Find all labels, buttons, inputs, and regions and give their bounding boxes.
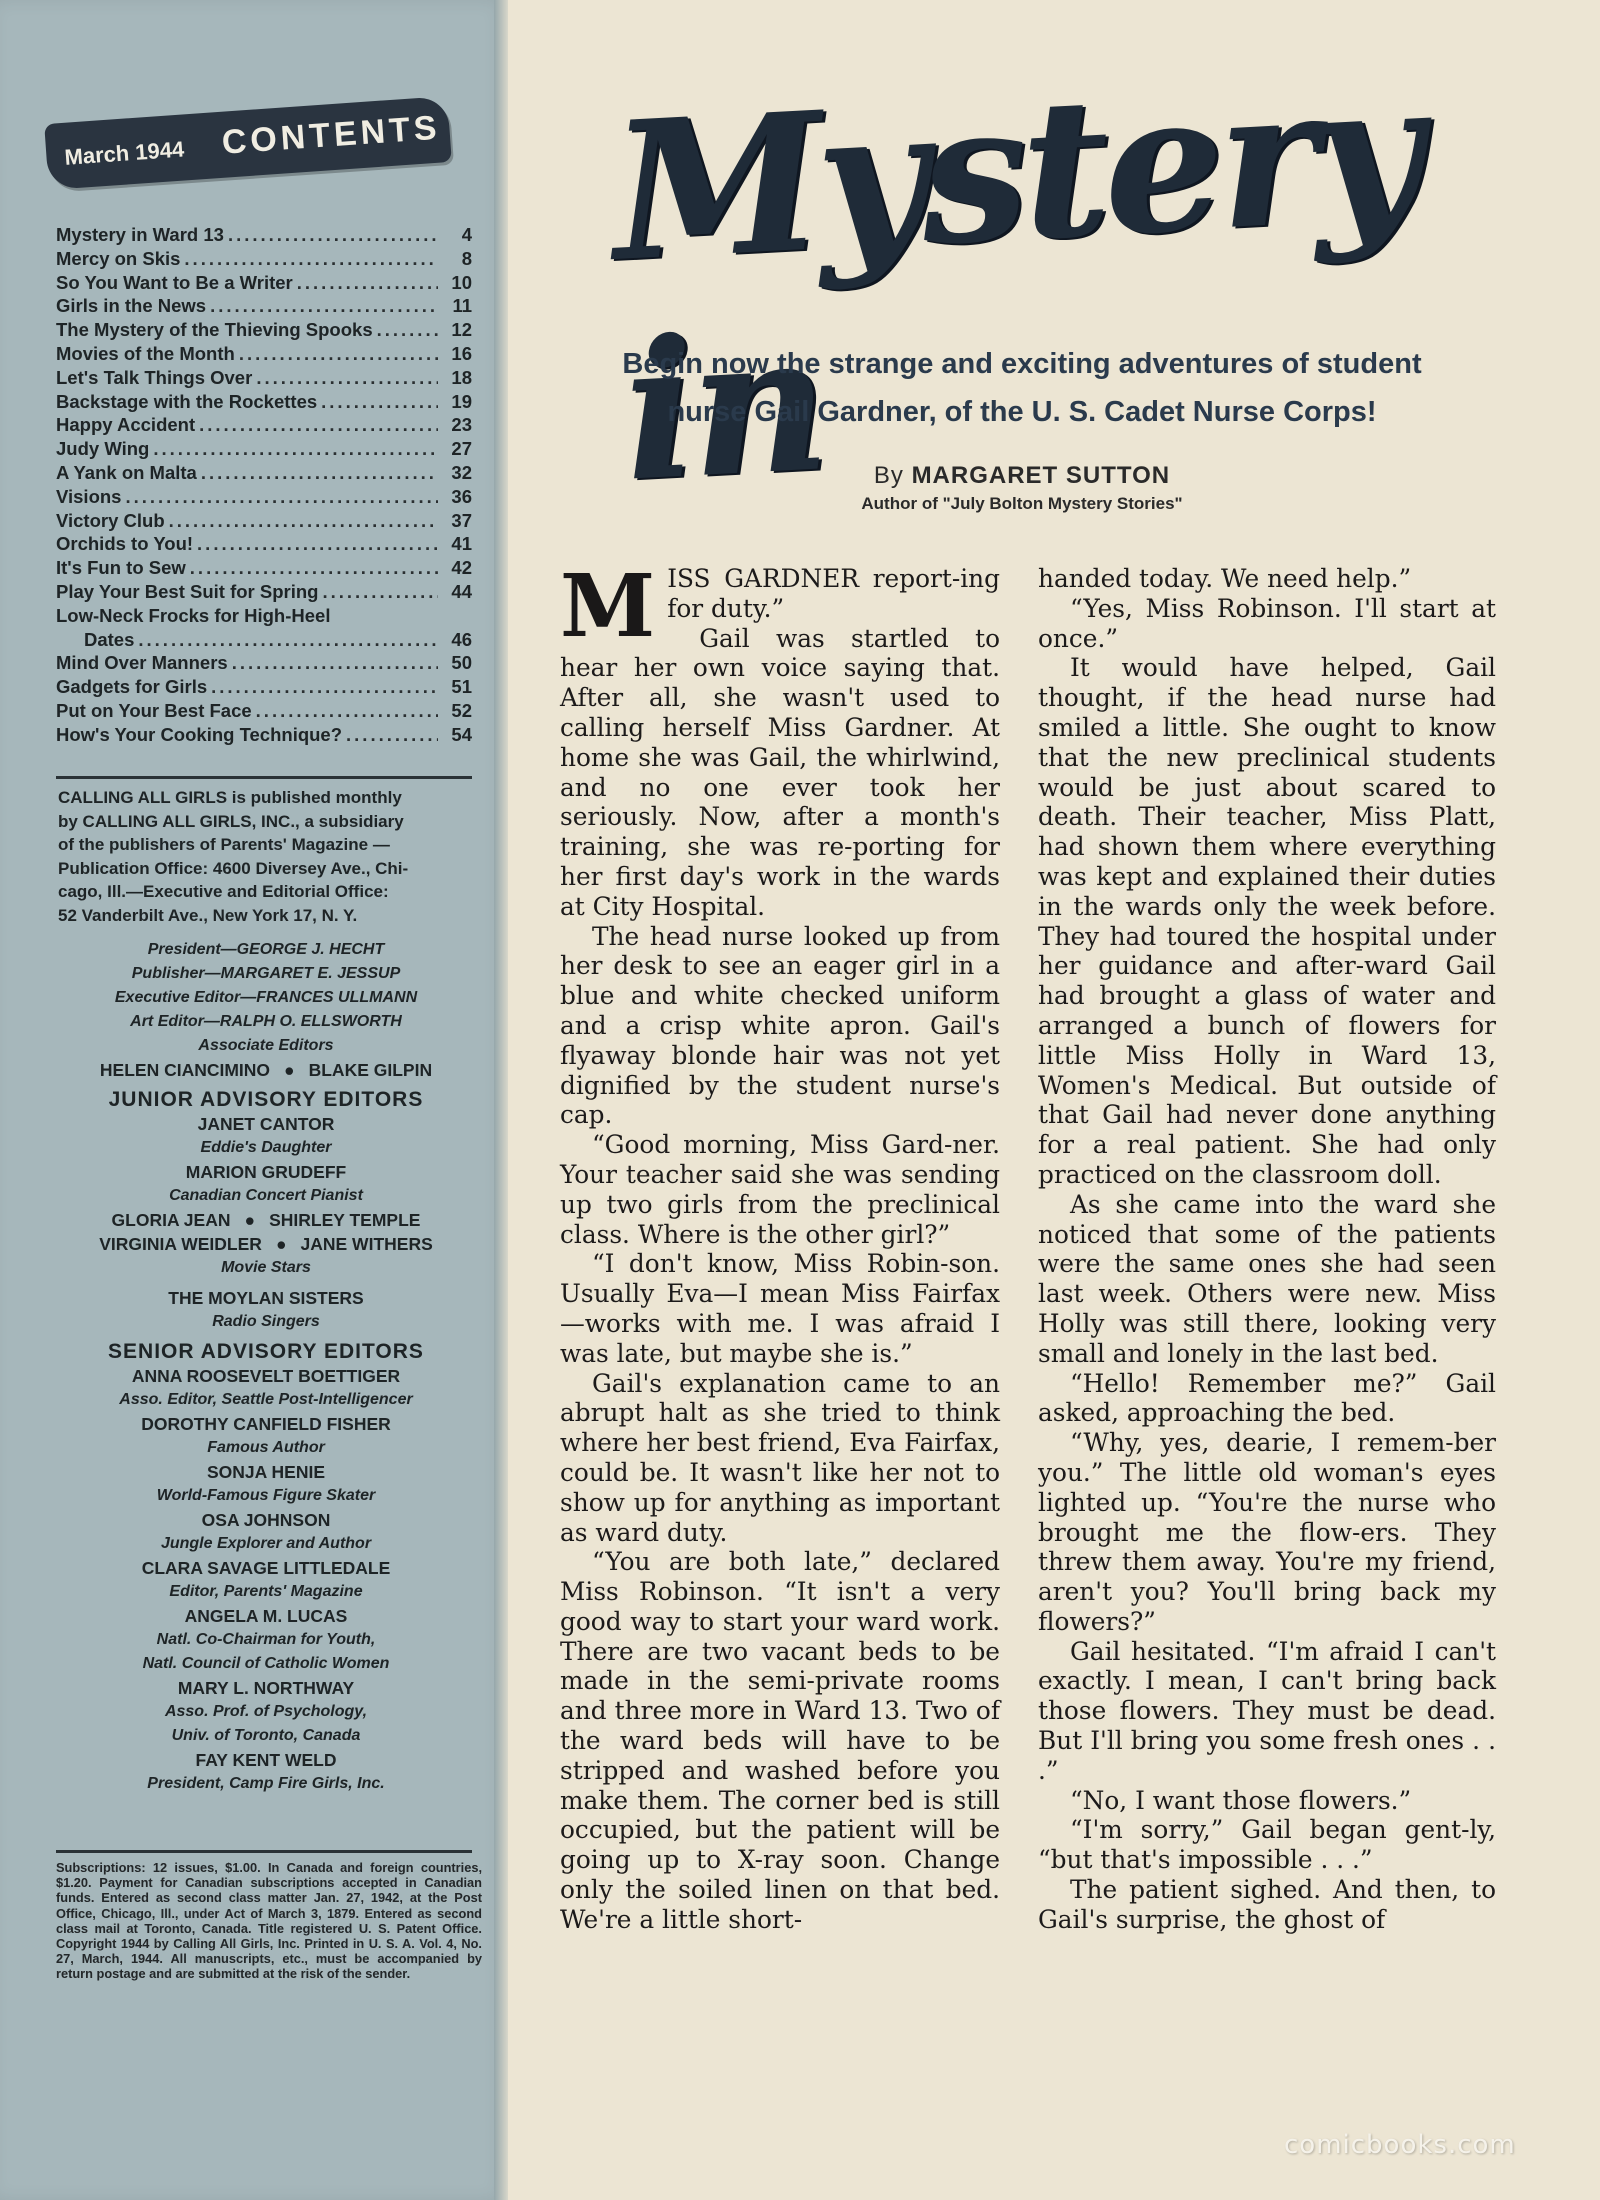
toc-leader xyxy=(322,581,438,603)
toc-title: Mercy on Skis xyxy=(56,247,181,269)
editor-role: World-Famous Figure Skater xyxy=(156,1487,376,1504)
toc-entry xyxy=(56,486,472,510)
junior-editors-list xyxy=(56,1112,476,1208)
toc-entry xyxy=(56,724,472,748)
by-prefix: By xyxy=(873,462,912,489)
toc-page: 16 xyxy=(451,342,472,364)
subscription-fine-print: Subscriptions: 12 issues, $1.00. In Canada and foreign countries, $1.20. Payment for Canadian subscriptions accepted in Canadian funds. Entered as second class matter Jan. 27, 1942, at the Post Office, Chicago, Ill., under Act of March 3, 1879. Entered as second class mail at Toronto, Canada. Title registered U. S. Patent Office. Copyright 1944 by Calling All Girls, Inc. Printed in U. S. A. Vol. 4, No. 27, March, 1944. All manuscripts, etc., must be accompanied by return postage and are submitted at the risk of the sender. xyxy=(56,1860,482,1982)
bullet: ● xyxy=(275,1234,287,1254)
toc-title: Orchids to You! xyxy=(56,533,194,555)
toc-entry xyxy=(56,581,472,605)
toc-title: Gadgets for Girls xyxy=(56,676,208,698)
toc-title: Backstage with the Rockettes xyxy=(56,390,318,412)
story-paragraph: “I'm sorry,” Gail began gent-ly, “but that's impossible . . .” xyxy=(1038,1815,1496,1875)
contents-heading: CONTENTS xyxy=(220,108,442,162)
divider xyxy=(56,776,472,779)
toc-page: 10 xyxy=(451,271,472,293)
toc-title: Mystery in Ward 13 xyxy=(56,224,224,245)
toc-title: Judy Wing xyxy=(56,438,150,460)
author-note: Author of "July Bolton Mystery Stories" xyxy=(861,494,1183,513)
editor-role: Famous Author xyxy=(207,1439,325,1456)
watermark: comicbooks.com xyxy=(1284,2130,1516,2160)
toc-leader xyxy=(153,438,438,460)
masthead-line: Publication Office: 4600 Diversey Ave., Chi- xyxy=(58,858,409,878)
toc-page: 23 xyxy=(451,414,472,436)
story-paragraph xyxy=(560,1369,1000,1548)
editor-name: SHIRLEY TEMPLE xyxy=(269,1210,421,1230)
editor-name: JANE WITHERS xyxy=(300,1234,433,1254)
movie-stars-row-1 xyxy=(56,1208,476,1232)
editor-name: DOROTHY CANFIELD FISHER xyxy=(141,1414,391,1434)
toc-entry xyxy=(56,272,472,296)
editor-role: President, Camp Fire Girls, Inc. xyxy=(147,1775,385,1792)
senior-editors-list xyxy=(56,1364,476,1796)
editor-name: OSA JOHNSON xyxy=(201,1510,331,1530)
toc-page: 32 xyxy=(451,461,472,483)
editor-name: CLARA SAVAGE LITTLEDALE xyxy=(141,1558,391,1578)
story-paragraph xyxy=(560,1130,1000,1249)
story-paragraph xyxy=(560,1249,1000,1368)
story-paragraph: “Why, yes, dearie, I remem-ber you.” The little old woman's eyes lighted up. “You're the nurse who brought me the flow-ers. They threw them away. You're my friend, aren't you? You'll bring back my flowers?” xyxy=(1038,1428,1496,1636)
toc-title: Movies of the Month xyxy=(56,342,235,364)
junior-editors-heading: JUNIOR ADVISORY EDITORS xyxy=(108,1088,424,1111)
toc-entry xyxy=(56,414,472,438)
byline xyxy=(572,462,1472,514)
toc-page: 51 xyxy=(451,676,472,698)
toc-entry xyxy=(56,248,472,272)
story-intro xyxy=(572,340,1472,436)
toc-leader xyxy=(199,414,438,436)
toc-title: Visions xyxy=(56,485,122,507)
author-name: MARGARET SUTTON xyxy=(911,462,1171,489)
toc-title: Happy Accident xyxy=(56,414,196,436)
toc-leader xyxy=(190,557,438,579)
contents-banner xyxy=(44,96,452,190)
toc-title: Dates xyxy=(84,628,135,650)
bullet: ● xyxy=(284,1060,295,1080)
toc-leader xyxy=(297,272,438,294)
toc-entry xyxy=(56,533,472,557)
toc-page: 46 xyxy=(451,628,472,650)
editor-role: Asso. Prof. of Psychology, xyxy=(164,1703,368,1720)
toc-entry xyxy=(56,700,472,724)
editor-name: JANET CANTOR xyxy=(197,1114,335,1134)
toc-leader xyxy=(232,652,438,674)
toc-entry xyxy=(56,652,472,676)
toc-title: It's Fun to Sew xyxy=(56,557,186,579)
toc-title: Girls in the News xyxy=(56,295,207,317)
story-column-2 xyxy=(1038,564,1496,1935)
bullet: ● xyxy=(244,1210,256,1230)
toc-entry xyxy=(56,438,472,462)
toc-entry xyxy=(56,319,472,343)
editor-role: Natl. Council of Catholic Women xyxy=(142,1655,390,1672)
story-paragraph: It would have helped, Gail thought, if the head nurse had smiled a little. She ought to know that the new preclinical students would be just about scared to death. Their teacher, Miss Platt, had shown them where everything was kept and explained their duties in the wards only the week before. They had toured the hospital under her guidance and after-ward Gail had brought a glass of water and arranged a bunch of flowers for little Miss Holly in Ward 13, Women's Medical. But outside of that Gail had never done anything for a real patient. She had only practiced on the classroom doll. xyxy=(1038,653,1496,1189)
toc-page: 19 xyxy=(451,390,472,412)
toc-leader xyxy=(377,319,438,341)
toc-entry xyxy=(56,462,472,486)
story-paragraph xyxy=(560,1547,1000,1934)
editor-role: Jungle Explorer and Author xyxy=(160,1535,372,1552)
story-column-1 xyxy=(560,556,1000,1935)
president-line: President—GEORGE J. HECHT xyxy=(147,941,385,958)
masthead-line: cago, Ill.—Executive and Editorial Office: xyxy=(58,882,389,902)
intro-line: Begin now the strange and exciting adventures of student xyxy=(622,348,1422,380)
senior-editors-heading: SENIOR ADVISORY EDITORS xyxy=(108,1340,424,1363)
toc-page: 27 xyxy=(451,438,472,460)
movie-stars-row-2 xyxy=(56,1232,476,1256)
paragraph-text: “I don't know, Miss Robin-son. Usually Eva—I mean Miss Fairfax—works with me. I was afraid I was late, but maybe she is.” xyxy=(560,1249,1000,1368)
toc-entry xyxy=(56,391,472,415)
editor-name: VIRGINIA WEIDLER xyxy=(99,1234,262,1254)
editor-name: MARY L. NORTHWAY xyxy=(177,1678,355,1698)
issue-date: March 1944 xyxy=(63,136,185,170)
story-paragraph xyxy=(560,922,1000,1131)
toc-page: 44 xyxy=(451,580,472,602)
toc-title: A Yank on Malta xyxy=(56,461,197,483)
masthead-line: of the publishers of Parents' Magazine — xyxy=(58,835,390,855)
toc-entry xyxy=(56,557,472,581)
assoc-editors-label: Associate Editors xyxy=(198,1037,334,1054)
publisher-masthead xyxy=(58,786,478,928)
contents-sidebar xyxy=(0,0,508,2200)
paragraph-text: The head nurse looked up from her desk to see an eager girl in a blue and white checked uniform and a crisp white apron. Gail's flyaway blonde hair was not yet dignified by the student nurse's cap. xyxy=(560,921,1000,1130)
toc-title: Play Your Best Suit for Spring xyxy=(56,580,319,602)
table-of-contents xyxy=(56,224,472,748)
editor-name: FAY KENT WELD xyxy=(195,1750,337,1770)
toc-leader xyxy=(125,486,438,508)
toc-leader xyxy=(138,629,438,651)
sidebar-edge xyxy=(494,0,508,2200)
story-paragraph: handed today. We need help.” xyxy=(1038,564,1412,593)
story-paragraph: “No, I want those flowers.” xyxy=(1070,1785,1412,1815)
story-title: Mystery in xyxy=(606,39,1423,524)
paragraph-text: Gail's explanation came to an abrupt halt as she tried to think where her best friend, Eva Fairfax, could be. It wasn't like her not to show up for anything as important as ward duty. xyxy=(560,1368,1000,1547)
toc-entry xyxy=(56,343,472,367)
toc-entry xyxy=(56,367,472,391)
story-paragraph: “Yes, Miss Robinson. I'll start at once.” xyxy=(1038,593,1496,653)
story-paragraph: “Hello! Remember me?” Gail asked, approaching the bed. xyxy=(1038,1368,1496,1428)
toc-page: 12 xyxy=(451,319,472,341)
assoc-editor-name: BLAKE GILPIN xyxy=(308,1060,433,1080)
toc-entry xyxy=(56,295,472,319)
toc-page: 50 xyxy=(451,652,472,674)
toc-page: 54 xyxy=(451,723,472,745)
toc-leader xyxy=(184,248,438,270)
editor-role: Radio Singers xyxy=(212,1313,320,1330)
toc-leader xyxy=(346,724,438,746)
divider xyxy=(56,1850,472,1853)
story-paragraph: The patient sighed. And then, to Gail's surprise, the ghost of xyxy=(1038,1875,1496,1934)
toc-entry xyxy=(56,510,472,534)
editor-name: GLORIA JEAN xyxy=(111,1210,231,1230)
masthead-line: by CALLING ALL GIRLS, INC., a subsidiary xyxy=(58,811,404,831)
story-paragraph: As she came into the ward she noticed that some of the patients were the same ones she had seen last week. Others were new. Miss Holly was still there, looking very small and lonely in the last bed. xyxy=(1038,1189,1496,1368)
toc-page: 36 xyxy=(451,485,472,507)
toc-entry xyxy=(56,676,472,700)
toc-leader xyxy=(239,343,438,365)
publisher-line: Publisher—MARGARET E. JESSUP xyxy=(131,965,401,982)
drop-cap: M xyxy=(560,556,656,657)
paragraph-text: Gail was startled to hear her own voice saying that. After all, she wasn't used to calling herself Miss Gardner. At home she was Gail, the whirlwind, and no one ever took her seriously. Now, after a month's training, she was re-porting for her first day's work in the wards at City Hospital. xyxy=(560,623,1000,921)
toc-leader xyxy=(210,295,438,317)
editor-role: Editor, Parents' Magazine xyxy=(169,1583,363,1600)
editor-role: Movie Stars xyxy=(221,1259,311,1276)
editor-name: THE MOYLAN SISTERS xyxy=(168,1288,364,1308)
paragraph-text: “You are both late,” declared Miss Robinson. “It isn't a very good way to start your ward work. There are two vacant beds to be made in the semi-private rooms and three more in Ward 13. Two of the ward beds will have to be stripped and washed before you make them. The corner bed is still occupied, but the patient will be going up to X-ray soon. Change only the soiled linen on that bed. We're a little short- xyxy=(560,1547,1000,1934)
editor-role: Natl. Co-Chairman for Youth, xyxy=(156,1631,376,1648)
toc-title: Victory Club xyxy=(56,509,165,531)
editor-role: Eddie's Daughter xyxy=(200,1139,332,1156)
paragraph-text: “Good morning, Miss Gard-ner. Your teacher said she was sending up two girls from the preclinical class. Where is the other girl?” xyxy=(560,1130,1000,1249)
toc-title: How's Your Cooking Technique? xyxy=(56,723,343,745)
editor-role: Asso. Editor, Seattle Post-Intelligencer xyxy=(119,1391,413,1408)
author-line xyxy=(572,462,1472,490)
story-paragraph: Gail hesitated. “I'm afraid I can't exactly. I mean, I can't bring back those flowers. They must be dead. But I'll bring you some fresh ones . . .” xyxy=(1038,1636,1496,1785)
toc-leader xyxy=(211,676,438,698)
intro-line: nurse Gail Gardner, of the U. S. Cadet Nurse Corps! xyxy=(667,396,1377,428)
toc-entry xyxy=(56,224,472,248)
assoc-editors xyxy=(56,1058,476,1082)
editor-name: MARION GRUDEFF xyxy=(185,1162,347,1182)
toc-leader xyxy=(256,700,438,722)
art-editor-line: Art Editor—RALPH O. ELLSWORTH xyxy=(130,1013,402,1030)
editor-name: ANNA ROOSEVELT BOETTIGER xyxy=(131,1366,401,1386)
toc-page: 18 xyxy=(451,366,472,388)
toc-leader xyxy=(321,391,438,413)
toc-entry xyxy=(56,629,472,653)
editor-name: ANGELA M. LUCAS xyxy=(184,1606,348,1626)
toc-leader xyxy=(228,224,438,246)
toc-leader xyxy=(256,367,438,389)
toc-page: 42 xyxy=(451,557,472,579)
toc-page: 37 xyxy=(451,509,472,531)
toc-title: So You Want to Be a Writer xyxy=(56,271,293,293)
toc-title: Low-Neck Frocks for High-Heel xyxy=(56,604,331,626)
paragraph-text: ISS GARDNER report-ing for duty.” xyxy=(667,564,1000,623)
editor-name: SONJA HENIE xyxy=(207,1462,325,1482)
staff-credits xyxy=(56,938,476,1796)
toc-page: 11 xyxy=(452,295,472,317)
editor-role: Univ. of Toronto, Canada xyxy=(171,1727,361,1744)
toc-page: 8 xyxy=(461,247,472,269)
toc-title: Mind Over Manners xyxy=(56,652,228,674)
toc-page: 52 xyxy=(451,699,472,721)
masthead-line: 52 Vanderbilt Ave., New York 17, N. Y. xyxy=(58,905,358,925)
toc-leader xyxy=(169,510,438,532)
editor-role: Canadian Concert Pianist xyxy=(169,1187,363,1204)
toc-leader xyxy=(201,462,438,484)
toc-title: The Mystery of the Thieving Spooks xyxy=(56,319,373,341)
toc-page: 4 xyxy=(461,224,472,245)
toc-entry xyxy=(56,605,472,629)
exec-editor-line: Executive Editor—FRANCES ULLMANN xyxy=(114,989,418,1006)
assoc-editor-name: HELEN CIANCIMINO xyxy=(99,1060,271,1080)
toc-title: Let's Talk Things Over xyxy=(56,366,253,388)
toc-leader xyxy=(197,533,438,555)
masthead-line: CALLING ALL GIRLS is published monthly xyxy=(58,788,402,807)
toc-title: Put on Your Best Face xyxy=(56,699,252,721)
story-paragraph xyxy=(560,556,1000,657)
story-paragraph xyxy=(560,624,1000,922)
toc-page: 41 xyxy=(451,533,472,555)
